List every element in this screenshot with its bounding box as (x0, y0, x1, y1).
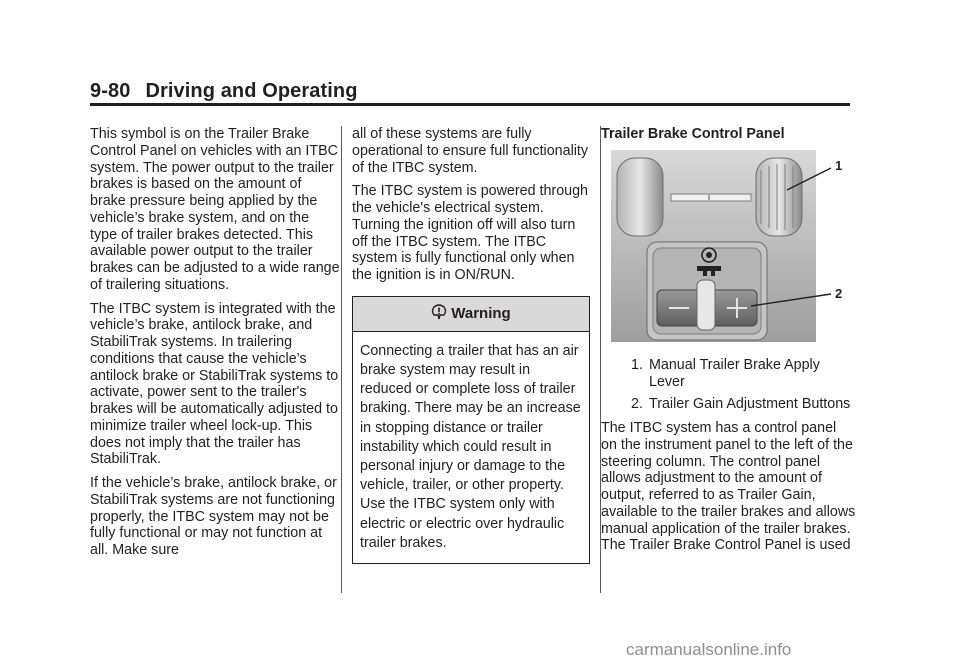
warning-text: Connecting a trailer that has an air brake system may result in reduced or complete loss of trailer braking. There may be an increase in stopping distance or trailer instability which could result in personal injury or damage to the vehicle, trailer, or other property. Use the ITBC system only with electric or electric over hydraulic trailer brakes. (360, 342, 581, 551)
control-panel-figure (611, 150, 851, 345)
callout-2: 2 (835, 285, 843, 301)
callout-1: 1 (835, 157, 843, 173)
list-item (601, 396, 856, 413)
header-rule (90, 103, 850, 106)
warning-box (352, 296, 590, 564)
caption-number: 2. (631, 396, 643, 413)
figure-title: Trailer Brake Control Panel (601, 126, 785, 142)
page-number: 9-80 (90, 80, 131, 102)
caption-text: Manual Trailer Brake Apply Lever (649, 356, 820, 390)
control-panel-illustration (611, 150, 851, 345)
page-header (90, 80, 358, 103)
manual-apply-paddle (697, 280, 715, 330)
caption-number: 1. (631, 356, 643, 373)
paragraph: The ITBC system is powered through the vehicle's electrical system. Turning the ignition off will also turn off the ITBC system. The ITBC system is fully functional only when the ignition is in ON/RUN. (352, 183, 588, 283)
column-middle (352, 126, 592, 564)
paragraph: If the vehicle’s brake, antilock brake, or StabiliTrak systems are not functioning properly, the ITBC system may not be fully functional or may not function at all. Make sure (90, 475, 337, 558)
section-title: Driving and Operating (145, 80, 358, 102)
column-left (90, 126, 340, 566)
paragraph: The ITBC system has a control panel on the instrument panel to the left of the steering column. The control panel allows adjustment to the amount of output, referred to as Trailer Gain, available to the trailer brakes and allows manual application of the trailer brakes. The Trailer Brake Control Panel is used (601, 420, 856, 554)
column-right (601, 126, 856, 561)
lever-knob-right (756, 158, 802, 236)
paragraph: all of these systems are fully operational to ensure full functionality of the ITBC system. (352, 126, 589, 176)
paragraph: The ITBC system is integrated with the vehicle’s brake, antilock brake, and StabiliTrak systems. In trailering conditions that cause the vehicle’s antilock brake or StabiliTrak systems to activate, power sent to the trailer's brakes will be automatically adjusted to minimize trailer wheel lock-up. This does not imply that the trailer has StabiliTrak. (90, 300, 339, 468)
list-item (601, 357, 856, 391)
paragraph: This symbol is on the Trailer Brake Control Panel on vehicles with an ITBC system. The power output to the trailer brakes is based on the amount of brake pressure being applied by the vehicle’s brake system, and on the type of trailer brakes detected. This available power output to the trailer brakes can be adjusted to a wide range of trailering situations. (90, 126, 340, 293)
warning-icon (431, 304, 447, 320)
warning-title: Warning (451, 304, 511, 322)
watermark: carmanualsonline.info (626, 640, 792, 659)
figure-captions (601, 357, 856, 413)
caption-text: Trailer Gain Adjustment Buttons (649, 396, 851, 413)
column-divider (341, 126, 342, 593)
warning-header (353, 297, 589, 332)
lever-knob-left (617, 158, 663, 236)
